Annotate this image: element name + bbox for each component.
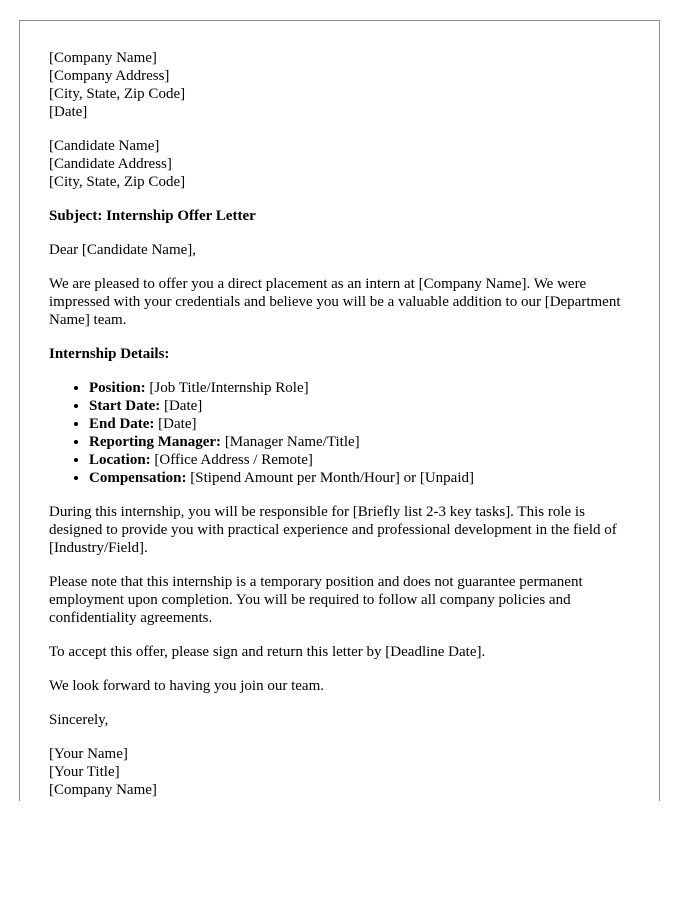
letter-page	[19, 20, 660, 801]
detail-value: [Manager Name/Title]	[221, 434, 360, 450]
signature-line: [Your Title]	[49, 764, 120, 780]
recipient-line: [City, State, Zip Code]	[49, 174, 186, 190]
list-item	[89, 379, 639, 397]
recipient-line: [Candidate Address]	[49, 156, 172, 172]
signature-block	[49, 745, 639, 799]
subject-line: Subject: Internship Offer Letter	[49, 208, 256, 224]
sender-line: [Company Name]	[49, 50, 157, 66]
detail-label: Position:	[89, 380, 146, 396]
list-item	[89, 415, 639, 433]
salutation: Dear [Candidate Name],	[49, 242, 197, 258]
details-heading: Internship Details:	[49, 346, 170, 362]
signature-line: [Company Name]	[49, 782, 157, 798]
sender-line: [City, State, Zip Code]	[49, 86, 186, 102]
sender-address	[49, 49, 639, 121]
detail-label: Reporting Manager:	[89, 434, 222, 450]
signature-line: [Your Name]	[49, 746, 128, 762]
list-item	[89, 451, 639, 469]
detail-value: [Date]	[160, 398, 203, 414]
detail-value: [Stipend Amount per Month/Hour] or [Unpaid]	[186, 470, 474, 486]
list-item	[89, 397, 639, 415]
note-paragraph: Please note that this internship is a temporary position and does not guarantee permanent employment upon completion. You will be required to follow all company policies and confidentiality agreements.	[49, 574, 583, 626]
intro-paragraph: We are pleased to offer you a direct placement as an intern at [Company Name]. We were impressed with your credentials and believe you will be a valuable addition to our [Department Name] team.	[49, 276, 621, 328]
list-item	[89, 469, 639, 487]
sender-line: [Company Address]	[49, 68, 170, 84]
detail-value: [Office Address / Remote]	[150, 452, 313, 468]
accept-paragraph: To accept this offer, please sign and return this letter by [Deadline Date].	[49, 644, 486, 660]
detail-label: End Date:	[89, 416, 155, 432]
sender-line: [Date]	[49, 104, 88, 120]
responsibility-paragraph: During this internship, you will be responsible for [Briefly list 2-3 key tasks]. This role is designed to provide you with practical experience and professional development in the field of [Industry/Field].	[49, 504, 617, 556]
forward-paragraph: We look forward to having you join our team.	[49, 678, 324, 694]
detail-label: Start Date:	[89, 398, 161, 414]
detail-value: [Date]	[154, 416, 197, 432]
closing: Sincerely,	[49, 712, 109, 728]
detail-label: Compensation:	[89, 470, 187, 486]
detail-label: Location:	[89, 452, 151, 468]
letter-content	[49, 49, 639, 799]
recipient-address	[49, 137, 639, 191]
list-item	[89, 433, 639, 451]
details-list	[49, 379, 639, 487]
detail-value: [Job Title/Internship Role]	[145, 380, 309, 396]
recipient-line: [Candidate Name]	[49, 138, 160, 154]
